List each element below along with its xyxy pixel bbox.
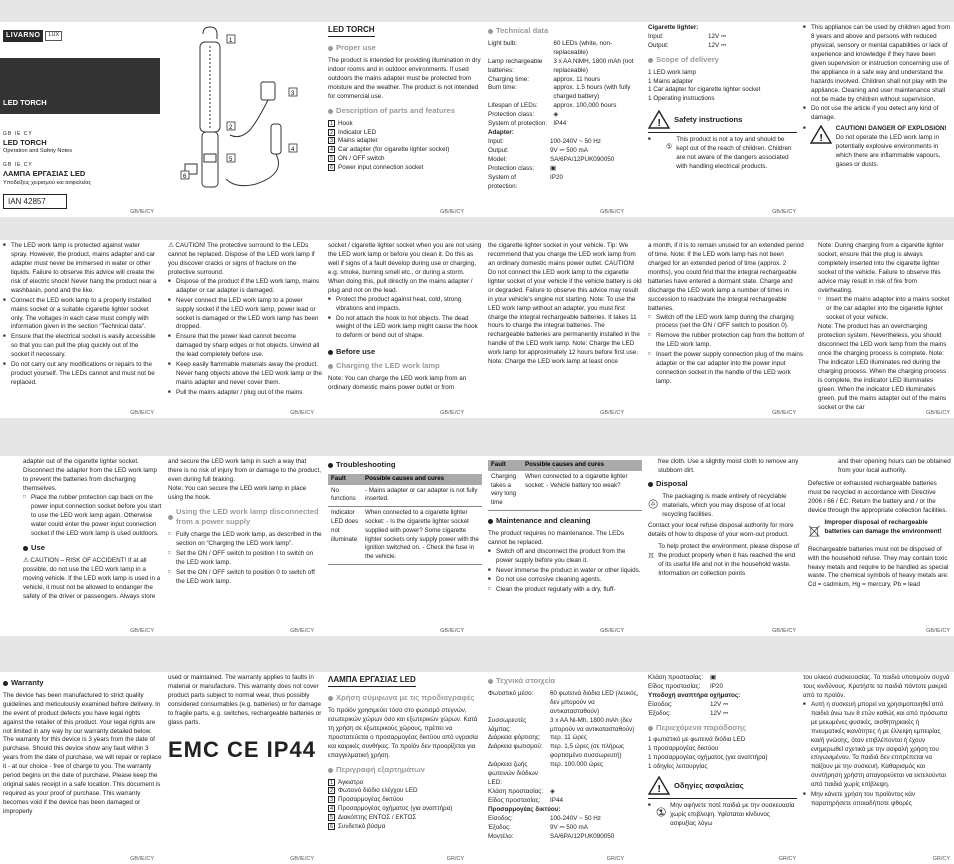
page-r2-2 xyxy=(165,240,325,418)
body-text: Note: You can secure the LED work lamp in place using the hook. xyxy=(168,484,307,501)
scope-item: 1 προσαρμογέας δικτύου xyxy=(648,745,719,753)
step-item: □ Clean the product regularly with a dry, fluff- xyxy=(488,586,642,595)
section-scope: Scope of delivery xyxy=(648,55,797,66)
step-item: □ Insert the power supply connection plug of the mains adapter or the car adapter into the power input connection socket in the handle of the LED work lamp. xyxy=(648,351,807,387)
body-text: To help protect the environment, please dispose of the product properly when it has reached the end of its useful life and not in the household waste. Information on collection points xyxy=(658,543,800,578)
page-warranty xyxy=(0,672,165,864)
child-warning-icon xyxy=(656,802,666,822)
scope-item: 1 LED work lamp xyxy=(648,68,696,76)
brand-logo xyxy=(3,30,157,42)
body-text: free cloth. Use a slightly moist cloth to remove any stubborn dirt. xyxy=(658,458,799,474)
fig-label-4: 4 xyxy=(291,147,295,153)
svg-text:!: ! xyxy=(657,118,661,130)
body-text: and secure the LED work lamp in such a way that there is no risk of injury from or damage to the product, even during full braking. xyxy=(168,458,321,483)
page-footer: GB/IE/CY xyxy=(772,628,796,634)
gr-protection-table: Κλάση προστασίας: ▣ Είδος προστασίας: IP20 xyxy=(648,674,723,690)
safety-text: This product is not a toy and should be kept out of the reach of children. Children are not aware of the dangers associated with handling electrical products. xyxy=(676,136,792,171)
step-item: □ Set the ON / OFF switch to position I to switch on the LED work lamp. xyxy=(168,550,322,568)
parts-list xyxy=(328,120,482,174)
part-item: 6 Power input connection socket xyxy=(329,164,424,172)
body-text: Note: The product has an overcharging protection system. Nevertheless, you should disconnect the LED work lamp from the mains once the charging process is complete. Note: The indicator LED illuminates red during the charging process. When the charging process is complete, the indicator LED illuminates green. When the indicator LED illuminates green, pull the mains adapter out of the mains socket or the car xyxy=(818,323,947,411)
safety-item: ■ The LED work lamp is protected against water spray. However, the product, mains adapter and car adapter must never be immersed in water or other liquids. Failure to observe this advice will create the risk of electric shock! Never hang the product near a washbasin, pond and the like. xyxy=(3,242,157,296)
section-before-use: Before use xyxy=(328,347,482,358)
section-use: Use xyxy=(23,543,162,554)
table-row: Charging takes a very long time When connected to a cigarette lighter socket: - Vehicle battery too weak? xyxy=(488,471,642,511)
page-gr-1 xyxy=(325,672,485,864)
page-footer: GB/IE/CY xyxy=(130,410,154,416)
figure-page xyxy=(160,22,325,217)
body-text: Το προϊόν χρησιμεύει τόσο στο φωτισμό στεγνών, εσωτερικών χώρων όσο και εξωτερικών χώρων. Κατά τη χρήση σε εξωτερικούς χώρους, πρέπει να προστατεύεται ο προσαρμογέας δικτύου από υγρασία και καιρικές συνθήκες. Το προϊόν δεν προορίζεται για επαγγελματική χρήση. xyxy=(328,707,479,759)
body-text: Rechargeable batteries must not be disposed of with the household refuse. They may contain toxic heavy metals and require to be handled as special waste. The chemical symbols of heavy metals are: Cd = cadmium, Hg = mercury, Pb = lead xyxy=(808,545,949,589)
page-footer: GB/IE/CY xyxy=(926,628,950,634)
child-warning-icon xyxy=(666,136,672,156)
safety-heading: Safety instructions xyxy=(674,115,743,125)
scope-item: 1 Car adapter for cigarette lighter socket xyxy=(648,86,761,94)
gr-section-use: Χρήση σύμφωνα με τις προδιαγραφές xyxy=(328,693,482,704)
table-row: Indicator LED does not illuminate When connected to a cigarette lighter socket: - Is the cigarette lighter socket supplied with power? Some cigarette lighter sockets only supply power with the ignition switched on. - Check the fuse in the vehicle. xyxy=(328,507,482,565)
body-text: The packaging is made entirely of recyclable materials, which you may dispose of at local recycling facilities. xyxy=(662,492,787,518)
page-footer: GB/IE/CY xyxy=(290,410,314,416)
cover-gr-notes: Υποδείξεις χειρισμού και ασφαλείας xyxy=(3,179,92,186)
section-warranty: Warranty xyxy=(3,678,162,689)
cig-label: Cigarette lighter: xyxy=(648,24,699,31)
part-item: 4 Προσαρμογέας οχήματος (για αναπτήρα) xyxy=(329,805,453,813)
child-warning xyxy=(648,136,797,172)
fault-table: Fault Possible causes and cures No functions - Mains adapter or car adapter is not fully inserted. Indicator LED does not illuminate When connected to a cigarette lighter socket: - Is the cigarette lighter socket supplied with power? Some cigarette lighter sockets only supply power with the ignition switched on. - Check the fuse in the vehicle. xyxy=(328,474,482,565)
fault-table-2: Fault Possible causes and cures Charging takes a very long time When connected to a cigarette lighter socket: - Vehicle battery too weak? xyxy=(488,460,642,511)
page-proper-use xyxy=(325,22,485,217)
page-r3-1 xyxy=(20,456,165,636)
page-gr-3 xyxy=(645,672,800,864)
cover-gr-title: ΛΑΜΠΑ ΕΡΓΑΣΙΑΣ LED xyxy=(3,169,86,179)
part-item: 4 Car adapter (for cigarette lighter socket) xyxy=(329,146,450,154)
explosion-warning: ■ ! CAUTION! DANGER OF EXPLOSION! Do not operate the LED work lamp in potentially explosive environments in which there are inflammable vapours, gases or dusts. xyxy=(803,125,947,169)
scope-item: 1 Mains adapter xyxy=(648,77,694,85)
row-1 xyxy=(0,22,954,217)
safety-item: ■ Connect the LED work lamp to a properly installed mains socket or a suitable cigarette lighter socket only. The voltages in each case must comply with information given in the section “Technical data”. xyxy=(3,297,157,333)
gr-child-warning: ■ Μην αφήνετε ποτέ παιδιά με την συσκευασία χωρίς επιβλεψη. Υφίσταται κίνδυνος ασφυξίας λόγω xyxy=(648,802,797,829)
safety-item: ■ Ensure that the power lead cannot become damaged by sharp edges or hot objects. Unwind all the lead completely before use. xyxy=(168,333,322,360)
fig-label-1: 1 xyxy=(229,38,233,44)
row-4 xyxy=(0,672,954,864)
section-proper-use: Proper use xyxy=(328,43,482,54)
cig-table: Input: 12V ⎓ Output: 12V ⎓ xyxy=(648,32,726,49)
warning-icon: ⚠ xyxy=(168,242,176,249)
part-item: 5 ON / OFF switch xyxy=(329,155,385,163)
warning-icon xyxy=(648,110,670,129)
safety-heading-row xyxy=(648,110,797,129)
fig-label-5: 5 xyxy=(229,157,233,163)
body-text: a month, if it is to remain unused for an extended period of time. Note: If the LED work lamp has not been charged for an extended period of time (approx. 2 months), you could find that the integral rechargeable batteries have entered a dormant state. Charge and discharge the LED work lamp a number of times in succession to reactivate the integral rechargeable batteries. xyxy=(648,242,804,312)
gr-section-scope: Περιεχόμενα παράδοσης xyxy=(648,723,797,734)
page-r2-5 xyxy=(645,240,810,418)
step-item: □ Fully charge the LED work lamp, as described in the section on “Charging the LED work lamp”. xyxy=(168,531,322,549)
section-troubleshooting: Troubleshooting xyxy=(328,460,482,471)
gr-safety-heading: Οδηγίες ασφαλείας xyxy=(674,781,744,791)
page-footer: GR/CY xyxy=(932,856,950,862)
proper-use-text: The product is intended for providing illumination in dry indoor rooms and in outdoor environments. If used outdoors the mains adapter must be protected from moisture and the weather. The product is not intended for commercial use. xyxy=(328,57,481,100)
body-text: the cigarette lighter socket in your vehicle. Tip: We recommend that you charge the LED work lamp from an ordinary domestic mains power outlet. CAUTION! Do not connect the LED work lamp to the cigarette lighter socket of your vehicle if the vehicle battery is old or degraded. Failure to observe this advice may result in your vehicle's engine not starting. Note: To use the LED work lamp without an adapter, you must first charge the integral rechargeable batteries. It takes 11 hours to charge the integral batteries. The rechargeable batteries are permanently installed in the handle of the LED work lamp. Note: Charge the LED work lamp for approximately 12 hours before first use. Note: Charge the LED work lamp at least once xyxy=(488,242,642,366)
brand-suffix: LUX xyxy=(45,31,62,41)
adapter-label: Adapter: xyxy=(488,129,514,137)
page-footer: GB/IE/CY xyxy=(130,209,154,215)
battery-warning xyxy=(808,519,951,543)
recycle-row xyxy=(648,493,802,520)
language-flags-gr: GB IE CY xyxy=(3,162,33,169)
section-parts: Description of parts and features xyxy=(328,106,482,117)
scope-item: 1 οδηγίες λειτουργίας xyxy=(648,763,708,771)
page-footer: GR/CY xyxy=(606,856,624,862)
gr-safety-heading-row xyxy=(648,776,797,795)
page-footer: GB/IE/CY xyxy=(600,410,624,416)
body-text: socket / cigarette lighter socket when you are not using the LED work lamp or before you clean it. Do this as well if signs of a fault develop during use or charging, e.g. smoke, burning smell etc., or during a storm. When doing this, pull directly on the mains adapter / plug and not on the lead. xyxy=(328,242,482,294)
safety-item: ■ Do not use the article if you detect any kind of damage. xyxy=(803,105,951,123)
page-r3-3 xyxy=(325,456,485,636)
section-disposal: Disposal xyxy=(648,479,802,490)
step-item: □ Insert the mains adapter into a mains socket or the car adapter into the cigarette lighter socket of your vehicle. xyxy=(818,296,951,323)
step-item: ■ Switch off and disconnect the product from the power supply before you clean it. xyxy=(488,548,642,566)
page-footer: GB/IE/CY xyxy=(290,628,314,634)
table-row: No functions - Mains adapter or car adapter is not fully inserted. xyxy=(328,485,482,507)
safety-item: ■ Dispose of the product if the LED work lamp, mains adapter or car adapter is damaged. xyxy=(168,278,322,296)
gr-section-parts: Περιγραφή εξαρτημάτων xyxy=(328,765,482,776)
page-r2-6 xyxy=(815,240,954,418)
cover-subtitle: LED TORCH xyxy=(3,137,47,147)
section-technical-data: Technical data xyxy=(488,26,642,37)
page-technical-data xyxy=(485,22,645,217)
scope-item: 1 Operating instructions xyxy=(648,95,715,103)
page-footer: GB/IE/CY xyxy=(772,209,796,215)
body-text: του υλικού συσκευασίας. Τα παιδιά υποτιμούν συχνά τους κινδύνους. Κρατήστε τα παιδιά πάντοτε μακριά από το προϊόν. xyxy=(803,674,950,699)
improper-disposal-warning: Improper disposal of rechargeable batteries can damage the environment! xyxy=(824,518,942,535)
safety-item: ■ Αυτή η συσκευή μπορεί να χρησιμοποιηθεί από παιδιά άνω των 8 ετών καθώς και από πρόσωπα με μειωμένες φυσικές, αισθητηριακές ή πνευματικές ικανότητες ή με έλλειψη εμπειρίας και/ή γνώσης, όταν επιβλέπονται ή έχουν ενημερωθεί σχετικά με την ασφαλή χρήση του επιγωνιμένου. Τα παιδιά δεν επιτρέπεται να παίζουν με την συσκευή. Καθαρισμός και συντήρηση χρήστη απαγορεύεται να εκτελούνται από παιδιά χωρίς επίβλεψη. xyxy=(803,701,951,790)
body-text: Contact your local refuse disposal authority for more details of how to dispose of your worn-out product. xyxy=(648,522,794,539)
page-r3-4 xyxy=(485,456,645,636)
gr-tech-table: Φωτιστικό μέσο: 60 φωτεινά διόδια LED (λευκός, δεν μπορούν να αντικατασταθούν) Συσσωρευτές λάμπας: 3 x AA Ni-Mh, 1800 mAh (δεν μπορούν να αντικατασταθούν) Διάρκεια φόρτισης: περ. 11 ώρες Διάρκεια φωτισμού: περ. 1,5 ώρες (σε πλήρως φορτισμένο συσσωρευτή) Διάρκεια ζωής φωτεινών διόδιων LED: περ. 100.000 ώρες Κλάση προστασίας: ◈ Είδος προστασίας: IP44 xyxy=(488,689,639,805)
section-without-power: Using the LED work lamp disconnected from a power supply xyxy=(168,507,322,529)
gr-cig-label: Υποδοχή αναπτήρα οχήματος: xyxy=(648,691,741,699)
step-item: □ Place the rubber protection cap back on the power input connection socket before you start to use the LED work lamp again. Otherwise water could enter the power input connection socket if the LED work lamp is used outdoors. xyxy=(23,494,162,539)
page-footer: GB/IE/CY xyxy=(600,628,624,634)
page-footer: GB/IE/CY xyxy=(772,410,796,416)
part-item: 3 Προσαρμογέας δικτύου xyxy=(329,796,404,804)
svg-text:!: ! xyxy=(819,133,823,145)
bin-row xyxy=(648,543,802,579)
safety-item: ■ Ensure that the electrical socket is easily accessible so that you can pull the plug quickly out of the socket if necessary. xyxy=(3,333,157,360)
page-gr-4 xyxy=(800,672,954,864)
gr-adapter-label: Προσαρμογέας δικτύου: xyxy=(488,805,561,813)
gr-page-title: ΛΑΜΠΑ ΕΡΓΑΣΙΑΣ LED xyxy=(328,674,416,687)
part-item: 3 Mains adapter xyxy=(329,137,378,145)
safety-item: ■ This appliance can be used by children aged from 8 years and above and persons with reduced physical, sensory or mental capabilities or lack of experience and knowledge if they have been given supervision or instruction concerning use of the appliance in a safe way and understand the hazards involved. Children shall not play with the appliance. Cleaning and user maintenance shall not be made by children without supervision. xyxy=(803,24,951,104)
body-text: Μην αφήνετε ποτέ παιδιά με την συσκευασία χωρίς επιβλεψη. Υφίσταται κίνδυνος ασφυξίας λόγω xyxy=(670,802,795,828)
page-gr-2 xyxy=(485,672,645,864)
page-footer: GB/IE/CY xyxy=(600,209,624,215)
scope-item: 1 προσαρμογέας οχήματος (για αναπτήρα) xyxy=(648,754,768,762)
safety-item: ■ Μην κάνετε χρήση του προϊόντος κάν παρατηρήσετε οποιαδήποτε ψθορές xyxy=(803,791,951,809)
danger-text: Do not operate the LED work lamp in potentially explosive environments in which there are inflammable vapours, gases or dusts. xyxy=(835,134,941,169)
gr-adapter-table: Είσοδος: 100-240V ~ 50 Hz Έξοδος: 9V ⎓ 500 mA Μοντέλο: SA/6PA/12PUK090050 xyxy=(488,814,615,840)
page-r3-6 xyxy=(805,456,954,636)
page-scope xyxy=(645,22,800,217)
cover-page xyxy=(0,22,160,217)
section-maintenance: Maintenance and cleaning xyxy=(488,516,642,527)
part-item: 1 Άγκιστρο xyxy=(329,778,364,786)
step-item: □ Set the ON / OFF switch to position 0 to switch off the LED work lamp. xyxy=(168,569,322,587)
explosion-warning-icon xyxy=(810,125,832,144)
safety-item: ■ Do not attach the hook to hot objects. The dead weight of the LED work lamp might cause the hook to deform or bend out of shape. xyxy=(328,315,482,342)
body-text: The device has been manufactured to strict quality guidelines and meticulously examined before delivery. In the event of product defects you have legal rights against the retailer of this product. Your legal rights are not limited in any way by our warranty detailed below. The warranty for this device is 3 years from the date of purchase. Should this device show any fault within 3 years from the date of purchase, we will repair or replace it - at our choice - free of charge to you. The warranty period begins on the date of purchase. Please keep the original sales receipt in a safe location. This document is required as your proof of purchase. This warranty becomes void if the device has been damaged or improperly xyxy=(3,691,162,815)
gr-cig-table: Είσοδος: 12V ⎓ Έξοδος: 12V ⎓ xyxy=(648,700,728,717)
warning-icon: ⚠ xyxy=(23,557,31,565)
safety-item: ■ Never connect the LED work lamp to a power supply socket if the LED work lamp, power lead or socket is damaged or the LED work lamp has been dropped. xyxy=(168,297,322,333)
body-text: Defective or exhausted rechargeable batteries must be recycled in accordance with Directive 2006 / 66 / EC. Return the battery and / or the device through the appropriate collection facilities. xyxy=(808,479,948,514)
body-text: and their opening hours can be obtained from your local authority. xyxy=(838,458,951,474)
page-footer: GB/IE/CY xyxy=(926,410,950,416)
safety-item: ■ Pull the mains adapter / plug out of the mains xyxy=(168,389,322,398)
fig-label-2: 2 xyxy=(229,125,233,131)
language-flags: GB IE CY xyxy=(3,130,33,137)
ian-number: IAN 42857 xyxy=(3,194,67,209)
section-charging: Charging the LED work lamp xyxy=(328,361,482,372)
row-3 xyxy=(0,456,954,636)
page-r2-4 xyxy=(485,240,645,418)
fig-label-6: 6 xyxy=(183,174,187,180)
step-item: ■ Do not use corrosive cleaning agents. xyxy=(488,576,642,585)
page-footer: GB/IE/CY xyxy=(130,628,154,634)
part-item: 1 Hook xyxy=(329,119,353,127)
cover-title: LED TORCH xyxy=(3,97,47,107)
scope-item: 1 φωτιστικό με φωτεινά διόδια LED xyxy=(648,736,746,744)
page-r4-2 xyxy=(165,672,325,864)
step-item: □ Switch off the LED work lamp during the charging process (set the ON / OFF switch to position 0). xyxy=(648,314,807,332)
step-item: □ Remove the rubber protection cap from the bottom of the LED work lamp. xyxy=(648,332,807,350)
fig-label-3: 3 xyxy=(291,91,295,97)
page-footer: GB/IE/CY xyxy=(130,856,154,862)
product-figure xyxy=(163,24,321,199)
step-item: ■ Never immerse the product in water or other liquids. xyxy=(488,567,642,576)
crossed-bin-icon xyxy=(648,543,654,567)
use-caution: ⚠ CAUTION – RISK OF ACCIDENT! If at all possible, do not use the LED work lamp in a moving vehicle. If the LED work lamp is used in a vehicle, it must not be allowed to endanger the safety of the driver or passengers. Always store xyxy=(23,557,161,600)
cover-notes: Operation and Safety Notes xyxy=(3,148,73,155)
body-text: The product requires no maintenance. The LEDs cannot be replaced. xyxy=(488,529,625,546)
page-footer: GR/CY xyxy=(778,856,796,862)
body-text: adapter out of the cigarette lighter socket. Disconnect the adapter from the LED work lamp to prevent the batteries from discharging themselves. xyxy=(23,458,158,492)
page-footer: GB/IE/CY xyxy=(440,209,464,215)
warning-icon xyxy=(648,776,670,795)
part-item: 6 Συνδετικό βύσμα xyxy=(329,823,386,831)
tech-table: Light bulb: 60 LEDs (white, non-replaceable) Lamp rechargeable batteries: 3 x AA NiMH, 1800 mAh (not replaceable) Charging time: approx. 11 hours Burn time: approx. 1.5 hours (with fully charged battery) Lifespan of LEDs: approx. 100,000 hours Protection class: ◈ System of protection: IP44 xyxy=(488,39,634,128)
body-text: Note: During charging from a cigarette lighter socket, ensure that the plug is always completely inserted into the cigarette lighter socket of the vehicle. Failure to observe this advice may result in risk of fire from overheating. xyxy=(818,242,944,294)
gr-section-tech: Τεχνικά στοιχεία xyxy=(488,676,642,687)
part-item: 5 Διακόπτης ΕΝΤΟΣ / ΕΚΤΟΣ xyxy=(329,814,417,822)
caution-surround: ⚠ CAUTION! The protective surround to the LEDs cannot be replaced. Dispose of the LED work lamp if you discover cracks or signs of fracture on the protective surround. xyxy=(168,242,315,276)
brand-name: LIVARNO xyxy=(3,30,43,42)
body-text: Note: You can charge the LED work lamp from an ordinary domestic mains power outlet or from xyxy=(328,374,467,391)
adapter-table: Input: 100-240V ~ 50 Hz Output: 9V ⎓ 500 mA Model: SA/6PA/12PUK090050 Protection class: ▣ System of protection: IP20 xyxy=(488,138,615,190)
body-text: used or maintained. The warranty applies to faults in material or manufacture. This warranty does not cover product parts subject to normal wear, thus possibly considered consumables (e.g. batteries) or for damage to fragile parts, e.g. switches, rechargeable batteries or glass parts. xyxy=(168,674,322,726)
page-footer: GB/IE/CY xyxy=(440,628,464,634)
svg-text:!: ! xyxy=(657,784,661,796)
part-item: 2 Φωτεινό διόδιο ελέγχου LED xyxy=(329,787,418,795)
page-r2-3 xyxy=(325,240,485,418)
battery-bin-icon xyxy=(808,519,821,543)
safety-item: ■ Do not carry out any modifications or repairs to the product yourself. The LEDs cannot and must not be replaced. xyxy=(3,361,157,388)
page-footer: GB/IE/CY xyxy=(290,856,314,862)
safety-item: ■ Keep easily flammable materials away the product. Never hang objects above the LED work lamp or the mains adapter and never cover them. xyxy=(168,361,322,388)
danger-title: CAUTION! DANGER OF EXPLOSION! xyxy=(835,125,947,133)
recycle-icon xyxy=(648,493,658,515)
page-r3-5 xyxy=(645,456,805,636)
page-safety-2 xyxy=(800,22,954,217)
certification-marks: EMC CE IP44 xyxy=(168,736,316,762)
part-item: 2 Indicator LED xyxy=(329,128,377,136)
page-footer: GR/CY xyxy=(446,856,464,862)
safety-item: ■ Protect the product against heat, cold, strong vibrations and impacts. xyxy=(328,296,482,314)
row-2 xyxy=(0,240,954,418)
page-title: LED TORCH xyxy=(328,24,375,37)
page-footer: GB/IE/CY xyxy=(440,410,464,416)
page-r2-1 xyxy=(0,240,160,418)
page-r3-2 xyxy=(165,456,325,636)
